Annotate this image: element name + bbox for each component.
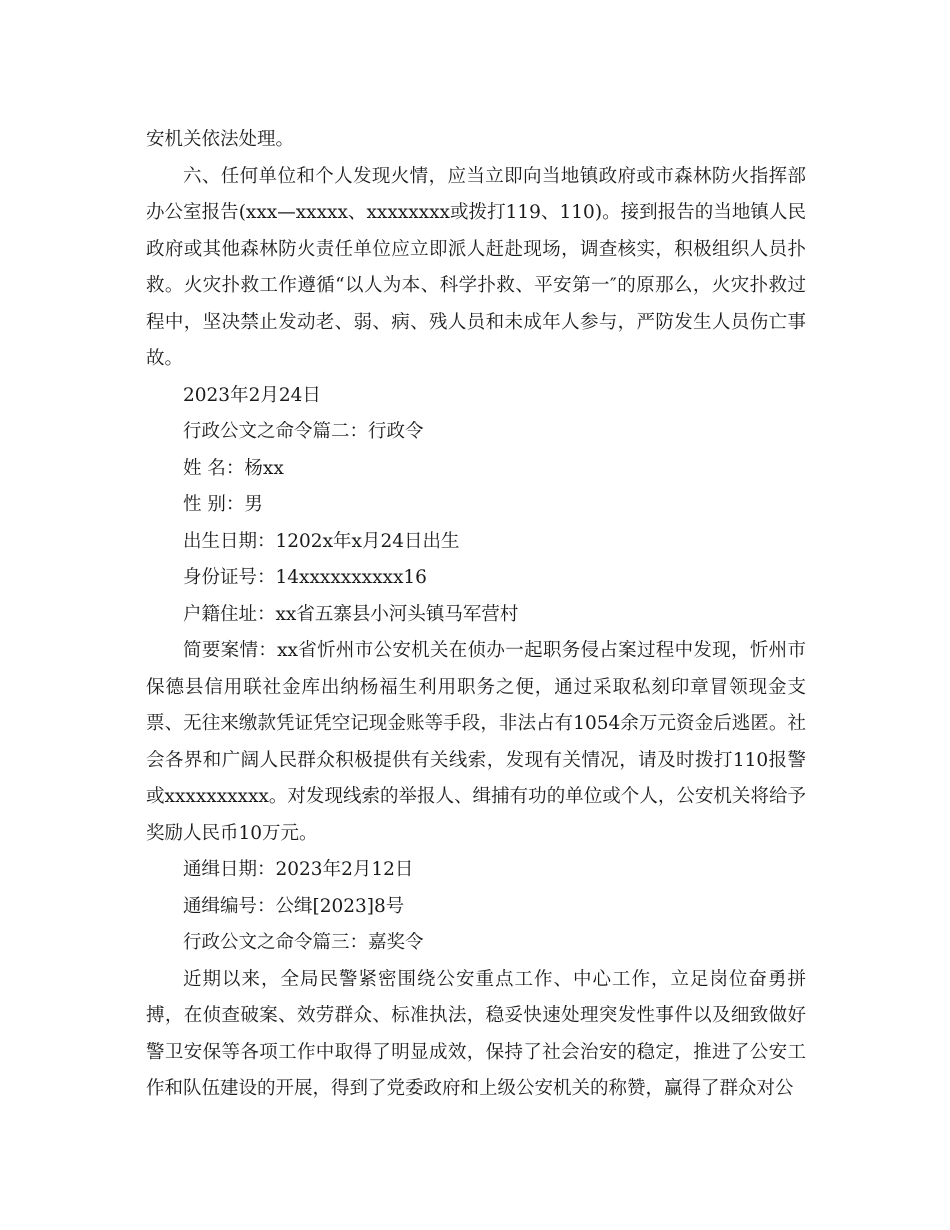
- document-page: [146, 122, 806, 1108]
- paragraph-commendation: 近期以来，全局民警紧密围绕公安重点工作、中心工作，立足岗位奋勇拼搏，在侦查破案、效劳群众、标准执法，稳妥快速处理突发性事件以及细致做好警卫安保等各项工作中取得了明显成效，保持了社会治安的稳定，推进了公安工作和队伍建设的开展，得到了党委政府和上级公安机关的称赞，赢得了群众对公: [146, 968, 806, 1099]
- field-id-number: 身份证号：14xxxxxxxxxx16: [183, 567, 427, 588]
- field-birth-date: 出生日期：1202x年x月24日出生: [183, 530, 460, 552]
- paragraph-case-summary: 简要案情：xx省忻州市公安机关在侦办一起职务侵占案过程中发现，忻州市保德县信用联社金库出纳杨福生利用职务之便，通过采取私刻印章冒领现金支票、无往来缴款凭证凭空记现金账等手段，非法占有1054余万元资金后逃匿。社会各界和广阔人民群众积极提供有关线索，发现有关情况，请及时拨打110报警或xxxxxxxxxx。对发现线索的举报人、缉捕有功的单位或个人，公安机关将给予奖励人民币10万元。: [146, 640, 806, 844]
- field-wanted-number: 通缉编号：公缉[2023]8号: [183, 895, 405, 917]
- section-heading-3: 行政公文之命令篇三：嘉奖令: [183, 932, 424, 953]
- field-gender: 性 别：男: [183, 494, 263, 515]
- paragraph-fire-report: 六、任何单位和个人发现火情，应当立即向当地镇政府或市森林防火指挥部办公室报告(xxx—xxxxx、xxxxxxxx或拨打119、110)。接到报告的当地镇人民政府或其他森林防火责任单位应立即派人赶赴现场，调查核实，积极组织人员扑救。火灾扑救工作遵循“以人为本、科学扑救、平安第一″的原那么，火灾扑救过程中，坚决禁止发动老、弱、病、残人员和未成年人参与，严防发生人员伤亡事故。: [146, 165, 806, 369]
- section-heading-2: 行政公文之命令篇二：行政令: [183, 421, 424, 442]
- field-wanted-date: 通缉日期：2023年2月12日: [183, 859, 414, 880]
- paragraph-date: 2023年2月24日: [183, 384, 321, 406]
- field-address: 户籍住址：xx省五寨县小河头镇马军营村: [183, 603, 519, 625]
- paragraph-continuation: 安机关依法处理。: [146, 129, 295, 150]
- field-name: 姓 名：杨xx: [183, 457, 284, 479]
